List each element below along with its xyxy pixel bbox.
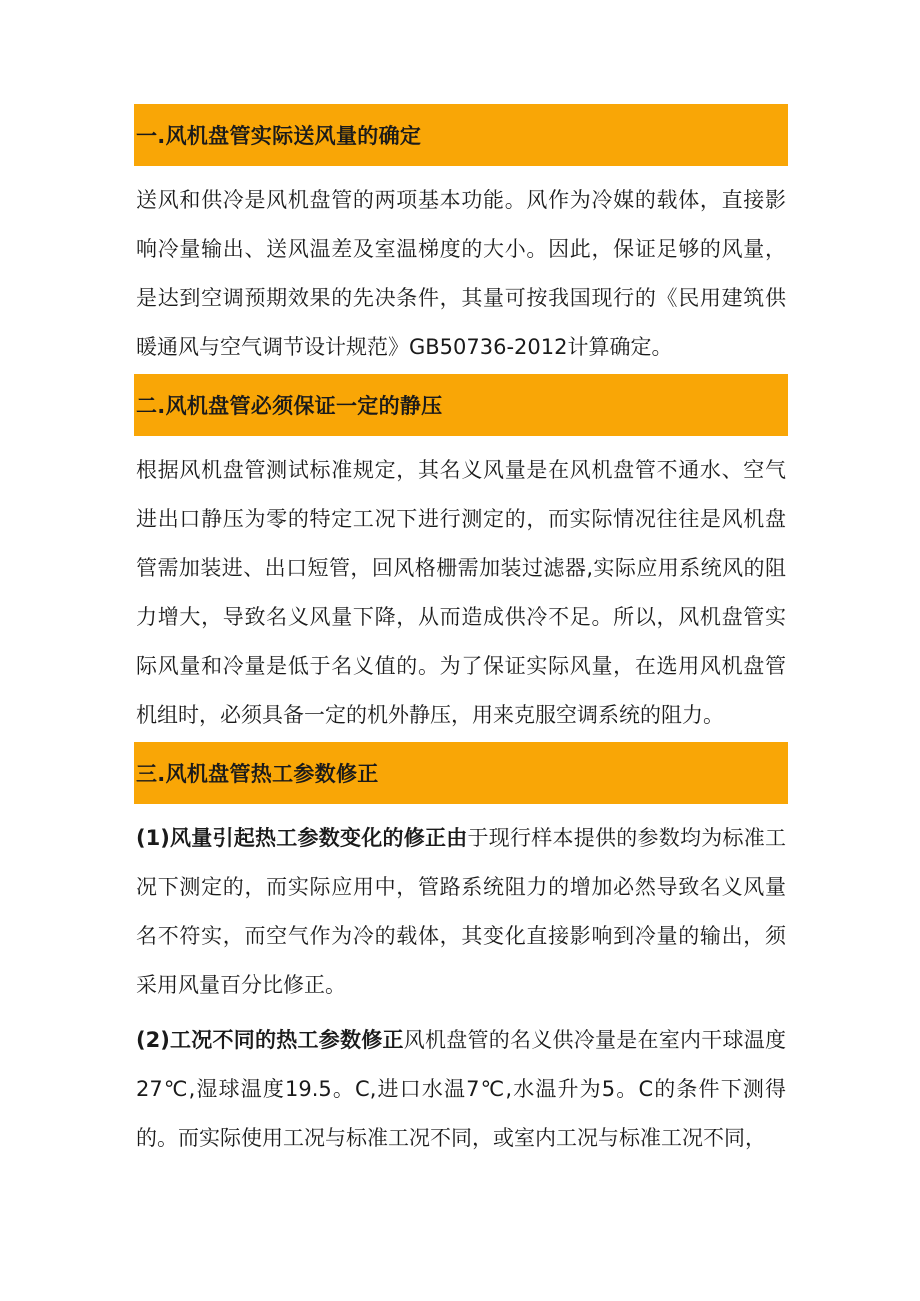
section-3-heading: 三.风机盘管热工参数修正 bbox=[136, 762, 379, 786]
section-1-heading-bar bbox=[134, 104, 788, 166]
section-3-item-2-text: 风机盘管的名义供冷量是在室内干球温度27℃,湿球温度19.5。C,进口水温7℃,水温升为5。C的条件下测得的。而实际使用工况与标准工况不同，或室内工况与标准工况不同， bbox=[136, 1028, 786, 1150]
section-3-item-2 bbox=[136, 1016, 786, 1163]
section-2-heading: 二.风机盘管必须保证一定的静压 bbox=[136, 394, 443, 418]
section-2-heading-bar bbox=[134, 374, 788, 436]
section-1-paragraph: 送风和供冷是风机盘管的两项基本功能。风作为冷媒的载体，直接影响冷量输出、送风温差及室温梯度的大小。因此，保证足够的风量，是达到空调预期效果的先决条件，其量可按我国现行的《民用建筑供暖通风与空气调节设计规范》GB50736-2012计算确定。 bbox=[136, 188, 786, 359]
section-3-heading-bar bbox=[134, 742, 788, 804]
section-3-item-1-text: 于现行样本提供的参数均为标准工况下测定的，而实际应用中，管路系统阻力的增加必然导致名义风量名不符实，而空气作为冷的载体，其变化直接影响到冷量的输出，须采用风量百分比修正。 bbox=[136, 826, 786, 997]
document-page bbox=[136, 104, 786, 1163]
section-2-paragraph: 根据风机盘管测试标准规定，其名义风量是在风机盘管不通水、空气进出口静压为零的特定工况下进行测定的，而实际情况往往是风机盘管需加装进、出口短管，回风格栅需加装过滤器,实际应用系统风的阻力增大，导致名义风量下降，从而造成供冷不足。所以，风机盘管实际风量和冷量是低于名义值的。为了保证实际风量，在选用风机盘管机组时，必须具备一定的机外静压，用来克服空调系统的阻力。 bbox=[136, 458, 786, 727]
section-1-heading: 一.风机盘管实际送风量的确定 bbox=[136, 124, 422, 148]
section-3-item-1-lead: (1)风量引起热工参数变化的修正由 bbox=[136, 826, 468, 850]
section-3-item-2-lead: (2)工况不同的热工参数修正 bbox=[136, 1028, 404, 1052]
section-3-item-1 bbox=[136, 804, 786, 1016]
